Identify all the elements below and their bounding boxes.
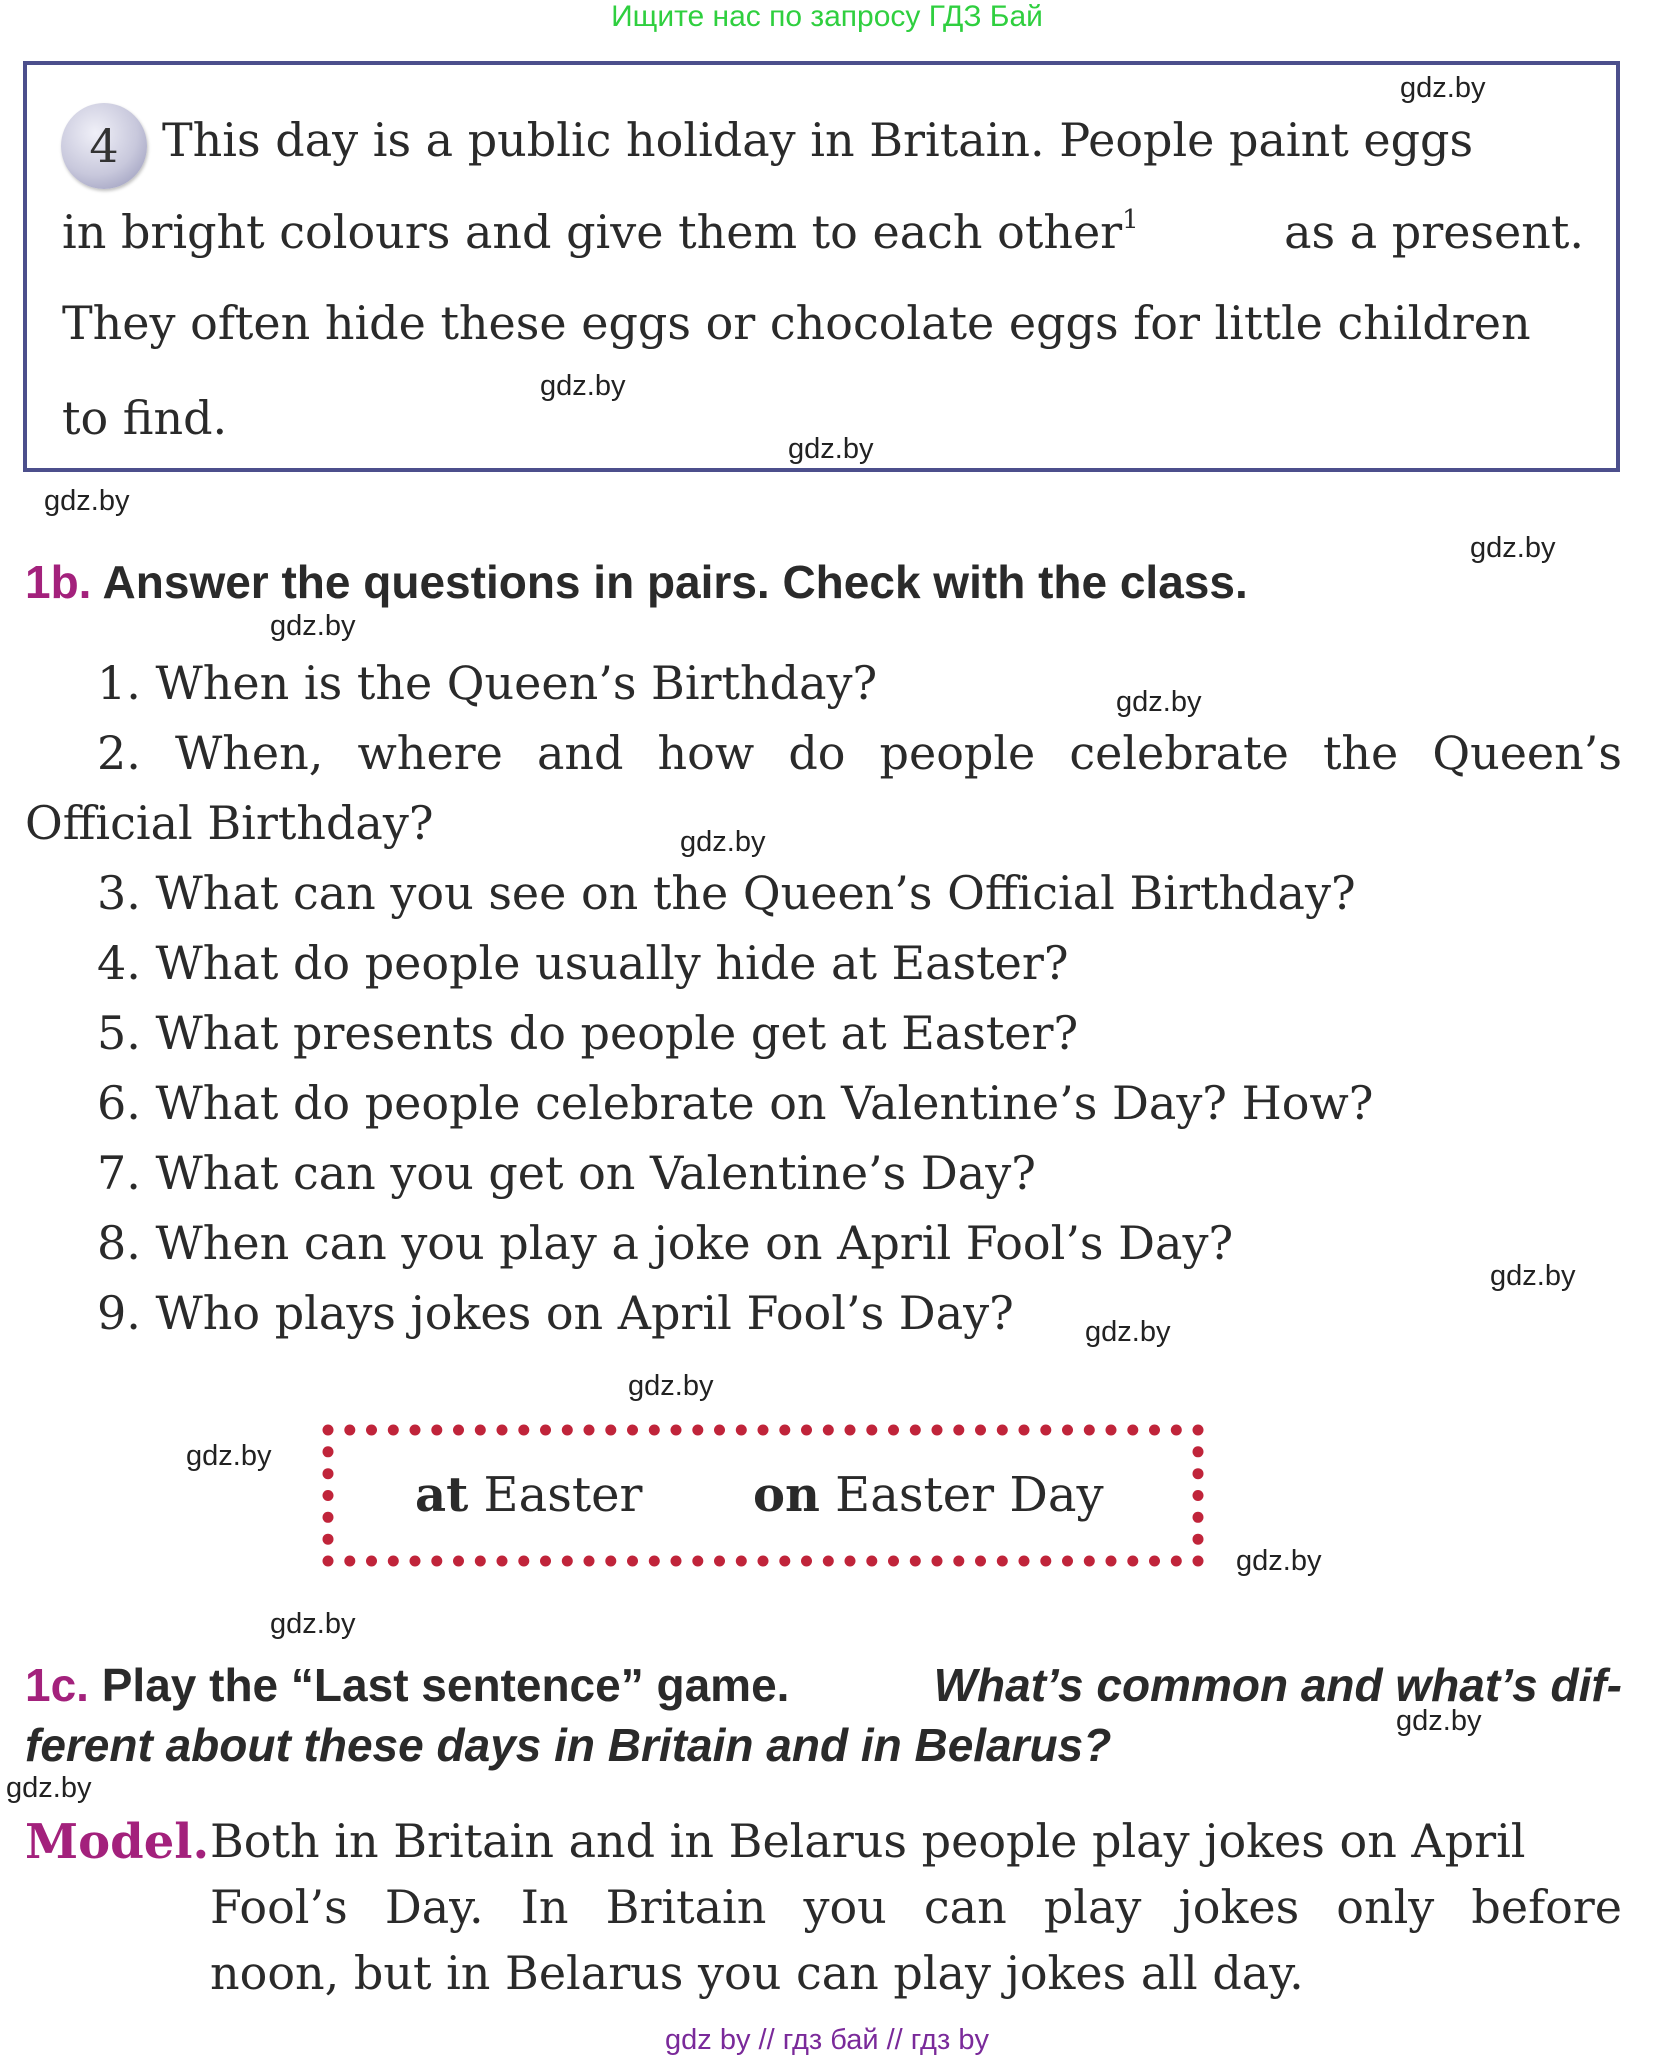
frame-dot [758, 1556, 769, 1567]
frame-dot [1040, 1556, 1051, 1567]
watermark: gdz.by [270, 610, 356, 642]
frame-dot [910, 1425, 921, 1436]
frame-dot [323, 1425, 334, 1436]
frame-dot [692, 1556, 703, 1567]
frame-dot [932, 1556, 943, 1567]
frame-dot [344, 1556, 355, 1567]
frame-dot [497, 1425, 508, 1436]
model-line-3: noon, but in Belarus you can play jokes all day. [210, 1946, 1304, 2000]
watermark: gdz.by [186, 1440, 272, 1472]
watermark: gdz.by [44, 485, 130, 517]
watermark: gdz.by [1116, 686, 1202, 718]
frame-dot [779, 1556, 790, 1567]
frame-dot [714, 1556, 725, 1567]
question-4: 4. What do people usually hide at Easter? [97, 936, 1069, 990]
frame-dot [975, 1556, 986, 1567]
frame-dot [671, 1556, 682, 1567]
task-1c-heading-line-1 [25, 1658, 1622, 1712]
frame-dot [584, 1425, 595, 1436]
watermark: gdz.by [788, 433, 874, 465]
frame-dot [736, 1556, 747, 1567]
question-2-continued: Official Birthday? [25, 796, 434, 850]
frame-dot [997, 1425, 1008, 1436]
model-line-1-start: Both in Britain and in Belarus people play jokes on April [210, 1814, 1526, 1868]
watermark: gdz.by [1396, 1705, 1482, 1737]
frame-dot [323, 1556, 334, 1567]
frame-dot [866, 1425, 877, 1436]
task-1b-label: 1b. [25, 556, 92, 608]
frame-dot [1193, 1556, 1204, 1567]
phrase-at-easter-bold: at [415, 1467, 469, 1523]
frame-dot [518, 1556, 529, 1567]
question-6: 6. What do people celebrate on Valentine’s Day? How? [97, 1076, 1374, 1130]
watermark: gdz.by [1236, 1545, 1322, 1577]
frame-dot [1193, 1512, 1204, 1523]
frame-dot [1127, 1556, 1138, 1567]
frame-dot [736, 1425, 747, 1436]
exercise-4-line-2 [62, 205, 1584, 259]
frame-dot [997, 1556, 1008, 1567]
frame-dot [1193, 1490, 1204, 1501]
frame-dot [453, 1556, 464, 1567]
frame-dot [584, 1556, 595, 1567]
question-8: 8. When can you play a joke on April Fool’s Day? [97, 1216, 1234, 1270]
question-2-word: people [879, 726, 1036, 780]
question-2-word: Queen’s [1432, 726, 1622, 780]
frame-dot [953, 1556, 964, 1567]
task-1c-title: Play the “Last sentence” game. [101, 1659, 790, 1711]
question-2-word: and [536, 726, 624, 780]
question-3: 3. What can you see on the Queen’s Official Birthday? [97, 866, 1356, 920]
phrase-on-easter-day-rest: Easter Day [819, 1467, 1104, 1523]
frame-dot [779, 1425, 790, 1436]
frame-dot [323, 1468, 334, 1479]
question-2-word: celebrate [1069, 726, 1289, 780]
task-1c-question-line-1: What’s common and what’s dif- [933, 1659, 1622, 1711]
exercise-4-line-1: This day is a public holiday in Britain. People paint eggs [162, 113, 1474, 167]
frame-dot [1062, 1556, 1073, 1567]
question-2-word: 2. [97, 726, 141, 780]
frame-dot [431, 1556, 442, 1567]
watermark: gdz.by [6, 1772, 92, 1804]
frame-dot [431, 1425, 442, 1436]
phrase-on-easter-day-bold: on [753, 1467, 820, 1523]
task-1c-label: 1c. [25, 1659, 89, 1711]
frame-dot [627, 1556, 638, 1567]
question-2-word: where [357, 726, 503, 780]
frame-dot [888, 1556, 899, 1567]
frame-dot [910, 1556, 921, 1567]
phrase-on-easter-day [753, 1467, 1104, 1523]
frame-dot [1149, 1425, 1160, 1436]
frame-dot [714, 1425, 725, 1436]
phrase-at-easter [415, 1467, 642, 1523]
question-2-word: do [788, 726, 846, 780]
frame-dot [1193, 1425, 1204, 1436]
frame-dot [823, 1425, 834, 1436]
frame-dot [845, 1556, 856, 1567]
question-2-word: how [657, 726, 755, 780]
top-banner: Ищите нас по запросу ГДЗ Бай [611, 0, 1043, 33]
frame-dot [388, 1556, 399, 1567]
question-7: 7. What can you get on Valentine’s Day? [97, 1146, 1036, 1200]
frame-dot [671, 1425, 682, 1436]
frame-dot [323, 1446, 334, 1457]
frame-dot [845, 1425, 856, 1436]
frame-dot [649, 1556, 660, 1567]
model-line-1 [210, 1814, 1622, 1868]
frame-dot [1171, 1425, 1182, 1436]
watermark: gdz.by [1490, 1260, 1576, 1292]
frame-dot [1193, 1468, 1204, 1479]
watermark: gdz.by [680, 826, 766, 858]
frame-dot [801, 1556, 812, 1567]
question-2 [97, 726, 1622, 780]
frame-dot [410, 1556, 421, 1567]
frame-dot [1149, 1556, 1160, 1567]
watermark: gdz.by [1400, 72, 1486, 104]
frame-dot [605, 1556, 616, 1567]
watermark: gdz.by [1085, 1316, 1171, 1348]
frame-dot [562, 1556, 573, 1567]
frame-dot [453, 1425, 464, 1436]
frame-dot [1106, 1556, 1117, 1567]
exercise-4-number-badge: 4 [61, 103, 147, 189]
exercise-4-line-2-text: in bright colours and give them to each other [62, 205, 1123, 259]
frame-dot [758, 1425, 769, 1436]
frame-dot [1193, 1446, 1204, 1457]
frame-dot [323, 1490, 334, 1501]
frame-dot [975, 1425, 986, 1436]
frame-dot [627, 1425, 638, 1436]
frame-dot [605, 1425, 616, 1436]
frame-dot [823, 1556, 834, 1567]
frame-dot [366, 1425, 377, 1436]
task-1b-heading [25, 555, 1248, 609]
footnote-mark: 1 [1122, 205, 1139, 235]
frame-dot [475, 1556, 486, 1567]
exercise-4-line-4: to find. [62, 391, 228, 445]
question-2-word: When, [174, 726, 324, 780]
frame-dot [692, 1425, 703, 1436]
frame-dot [1084, 1425, 1095, 1436]
frame-dot [366, 1556, 377, 1567]
exercise-4-line-3: They often hide these eggs or chocolate eggs for little children [62, 296, 1531, 350]
frame-dot [1084, 1556, 1095, 1567]
frame-dot [888, 1425, 899, 1436]
frame-dot [801, 1425, 812, 1436]
phrase-at-easter-rest: Easter [468, 1467, 643, 1523]
frame-dot [475, 1425, 486, 1436]
question-1: 1. When is the Queen’s Birthday? [97, 656, 878, 710]
footer-links: gdz by // гдз бай // гдз by [665, 2024, 989, 2056]
frame-dot [410, 1425, 421, 1436]
frame-dot [1127, 1425, 1138, 1436]
task-1b-title: Answer the questions in pairs. Check with the class. [102, 556, 1248, 608]
frame-dot [497, 1556, 508, 1567]
frame-dot [953, 1425, 964, 1436]
frame-dot [388, 1425, 399, 1436]
frame-dot [344, 1425, 355, 1436]
frame-dot [1062, 1425, 1073, 1436]
model-line-2: Fool’s Day. In Britain you can play jokes only before [210, 1880, 1622, 1934]
question-2-word: the [1322, 726, 1399, 780]
watermark: gdz.by [540, 370, 626, 402]
question-5: 5. What presents do people get at Easter? [97, 1006, 1079, 1060]
task-1c-question-line-2: ferent about these days in Britain and in Belarus? [25, 1719, 1112, 1771]
frame-dot [1171, 1556, 1182, 1567]
watermark: gdz.by [1470, 532, 1556, 564]
frame-dot [540, 1425, 551, 1436]
frame-dot [932, 1425, 943, 1436]
frame-dot [866, 1556, 877, 1567]
frame-dot [1193, 1534, 1204, 1545]
watermark: gdz.by [270, 1608, 356, 1640]
model-label: Model. [25, 1814, 210, 1870]
frame-dot [518, 1425, 529, 1436]
frame-dot [1019, 1425, 1030, 1436]
frame-dot [1019, 1556, 1030, 1567]
question-9: 9. Who plays jokes on April Fool’s Day? [97, 1286, 1014, 1340]
frame-dot [649, 1425, 660, 1436]
frame-dot [540, 1556, 551, 1567]
exercise-4-line-2-end: as a present. [1284, 205, 1584, 259]
frame-dot [1106, 1425, 1117, 1436]
frame-dot [562, 1425, 573, 1436]
frame-dot [323, 1512, 334, 1523]
frame-dot [1040, 1425, 1051, 1436]
watermark: gdz.by [628, 1370, 714, 1402]
frame-dot [323, 1534, 334, 1545]
